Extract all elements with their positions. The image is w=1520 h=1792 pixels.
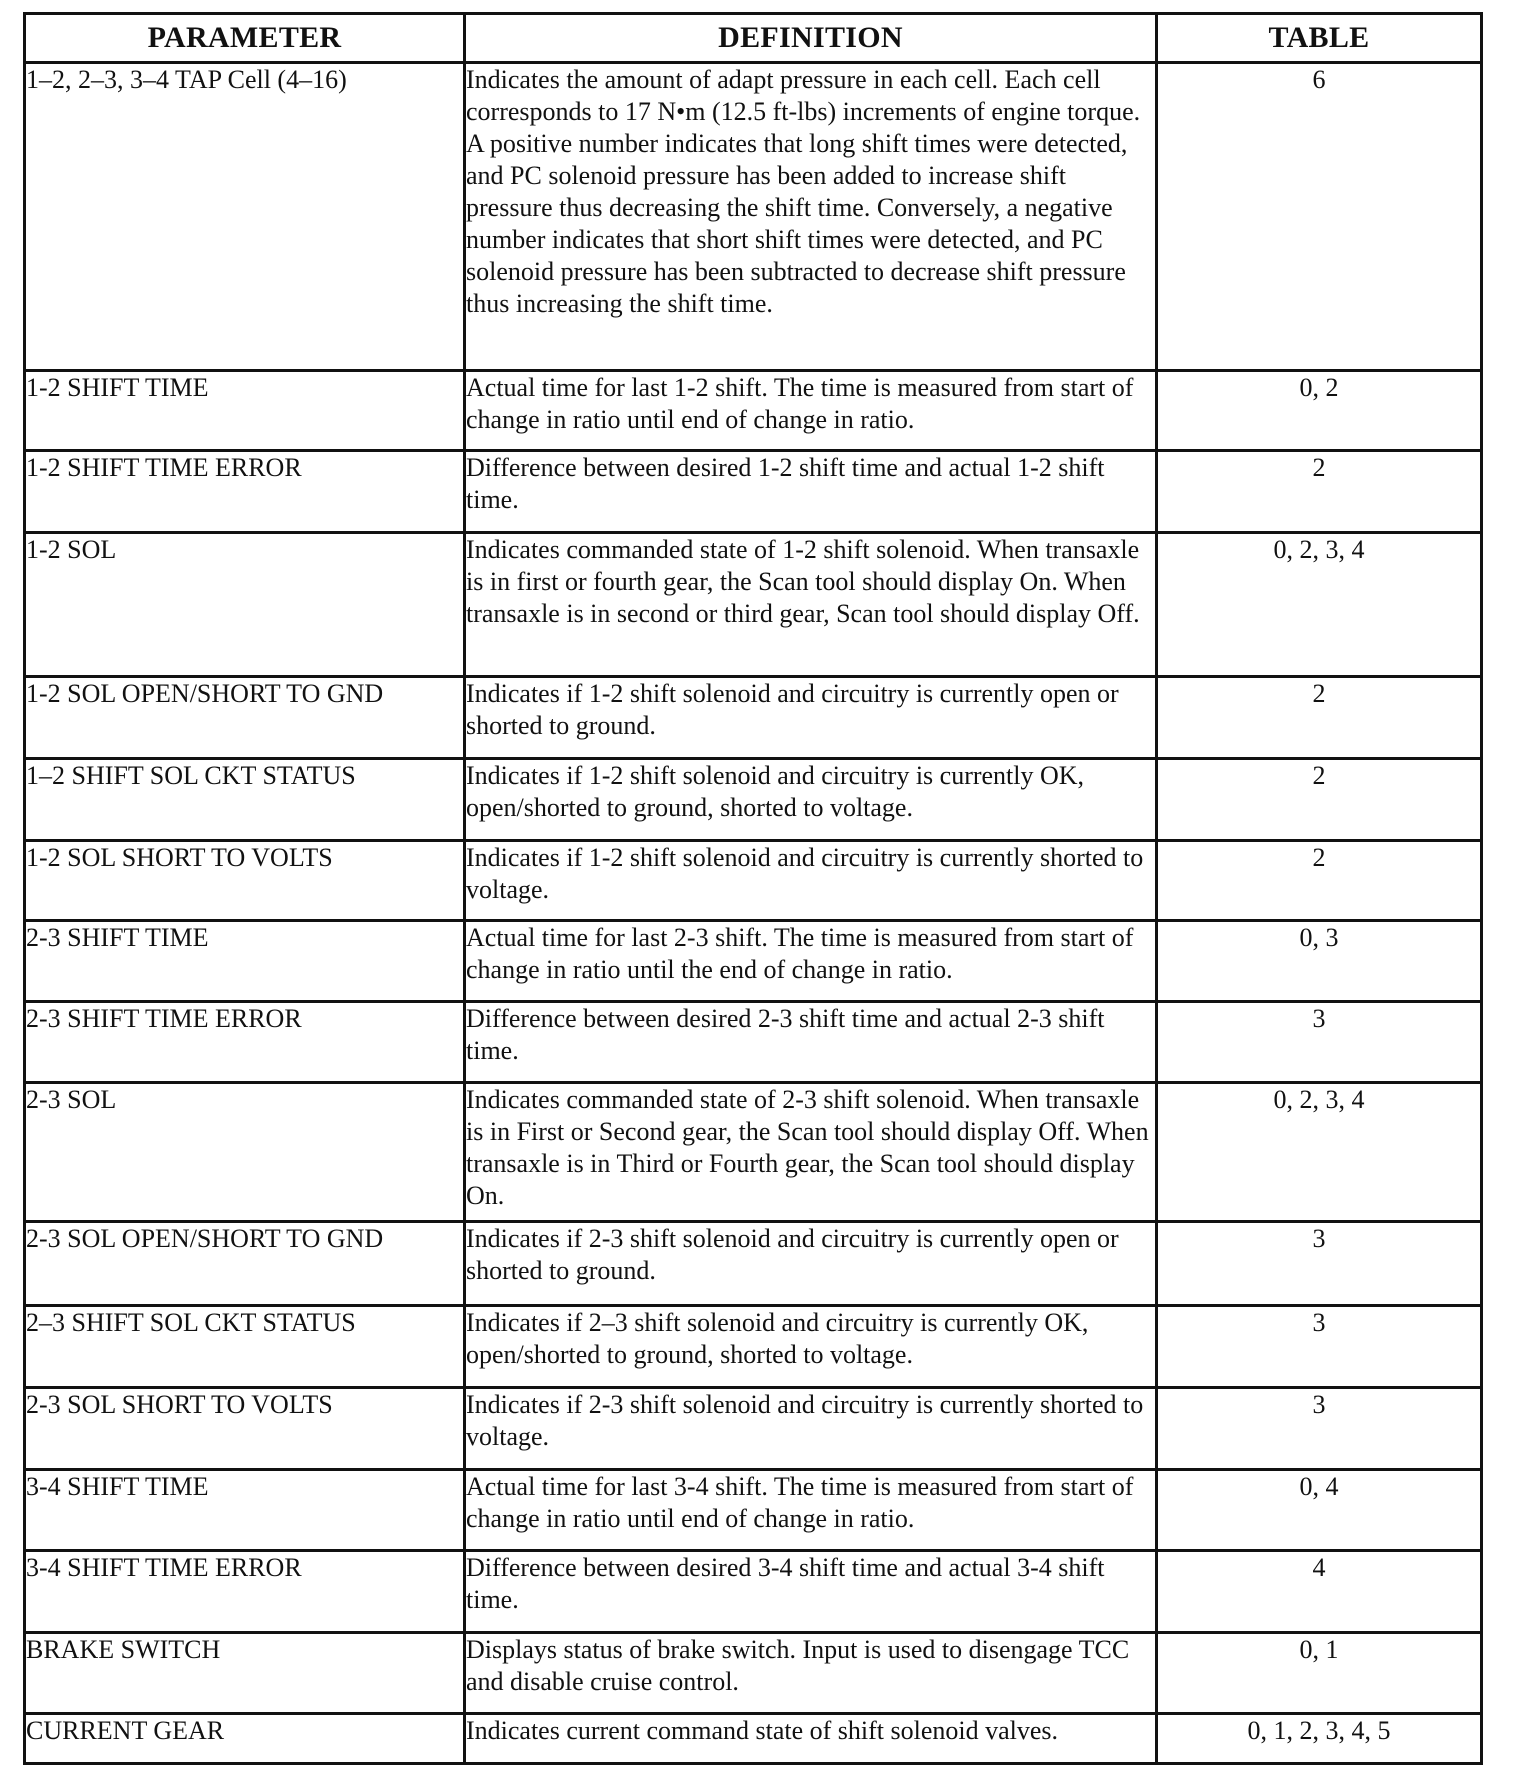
table-row <box>25 371 1482 451</box>
definition-cell: Indicates commanded state of 1-2 shift solenoid. When transaxle is in first or fourth gear, the Scan tool should display On. When transaxle is in second or third gear, Scan tool should display Off. <box>465 533 1157 677</box>
definition-cell: Indicates the amount of adapt pressure in each cell. Each cell corresponds to 17 N•m (12.5 ft-lbs) increments of engine torque. A positive number indicates that long shift times were detected, and PC solenoid pressure has been added to increase shift pressure thus decreasing the shift time. Conversely, a negative number indicates that short shift times were detected, and PC solenoid pressure has been subtracted to decrease shift pressure thus increasing the shift time. <box>465 63 1157 371</box>
table-row <box>25 841 1482 921</box>
table-row <box>25 1306 1482 1388</box>
table-header <box>25 14 1482 63</box>
parameter-cell: 3-4 SHIFT TIME ERROR <box>25 1551 465 1633</box>
parameter-cell: 2-3 SHIFT TIME ERROR <box>25 1002 465 1083</box>
definition-cell: Difference between desired 3-4 shift time and actual 3-4 shift time. <box>465 1551 1157 1633</box>
definition-cell: Difference between desired 1-2 shift time and actual 1-2 shift time. <box>465 451 1157 533</box>
table-body <box>25 63 1482 1764</box>
definition-cell: Actual time for last 1-2 shift. The time is measured from start of change in ratio until end of change in ratio. <box>465 371 1157 451</box>
table-ref-cell: 0, 4 <box>1157 1470 1482 1551</box>
table-ref-cell: 6 <box>1157 63 1482 371</box>
scan-tool-parameter-table <box>23 12 1483 1765</box>
table-row <box>25 63 1482 371</box>
header-row <box>25 14 1482 63</box>
table-ref-cell: 0, 2 <box>1157 371 1482 451</box>
table-ref-cell: 2 <box>1157 759 1482 841</box>
definition-cell: Actual time for last 2-3 shift. The time is measured from start of change in ratio until the end of change in ratio. <box>465 921 1157 1002</box>
parameter-cell: 1-2 SHIFT TIME ERROR <box>25 451 465 533</box>
table-ref-cell: 3 <box>1157 1222 1482 1306</box>
parameter-cell: 2-3 SOL OPEN/SHORT TO GND <box>25 1222 465 1306</box>
table-ref-cell: 4 <box>1157 1551 1482 1633</box>
header-parameter: PARAMETER <box>25 14 465 63</box>
parameter-cell: CURRENT GEAR <box>25 1714 465 1764</box>
table-row <box>25 533 1482 677</box>
table-row <box>25 1551 1482 1633</box>
table-row <box>25 677 1482 759</box>
parameter-cell: 1–2, 2–3, 3–4 TAP Cell (4–16) <box>25 63 465 371</box>
table-row <box>25 1002 1482 1083</box>
table-ref-cell: 0, 3 <box>1157 921 1482 1002</box>
table-ref-cell: 2 <box>1157 841 1482 921</box>
table-ref-cell: 0, 2, 3, 4 <box>1157 1083 1482 1222</box>
table-ref-cell: 2 <box>1157 677 1482 759</box>
table-ref-cell: 2 <box>1157 451 1482 533</box>
definition-cell: Displays status of brake switch. Input is used to disengage TCC and disable cruise control. <box>465 1633 1157 1714</box>
definition-cell: Indicates if 1-2 shift solenoid and circuitry is currently shorted to voltage. <box>465 841 1157 921</box>
definition-cell: Indicates if 2-3 shift solenoid and circuitry is currently shorted to voltage. <box>465 1388 1157 1470</box>
table-ref-cell: 0, 2, 3, 4 <box>1157 533 1482 677</box>
parameter-cell: 1–2 SHIFT SOL CKT STATUS <box>25 759 465 841</box>
definition-cell: Indicates current command state of shift solenoid valves. <box>465 1714 1157 1764</box>
definition-cell: Indicates if 2-3 shift solenoid and circuitry is currently open or shorted to ground. <box>465 1222 1157 1306</box>
parameter-cell: 1-2 SOL <box>25 533 465 677</box>
header-definition: DEFINITION <box>465 14 1157 63</box>
table-ref-cell: 3 <box>1157 1002 1482 1083</box>
definition-cell: Actual time for last 3-4 shift. The time is measured from start of change in ratio until end of change in ratio. <box>465 1470 1157 1551</box>
table-ref-cell: 0, 1 <box>1157 1633 1482 1714</box>
parameter-cell: 1-2 SOL SHORT TO VOLTS <box>25 841 465 921</box>
table-ref-cell: 3 <box>1157 1388 1482 1470</box>
table-row <box>25 1222 1482 1306</box>
definition-cell: Indicates if 1-2 shift solenoid and circuitry is currently open or shorted to ground. <box>465 677 1157 759</box>
definition-cell: Difference between desired 2-3 shift time and actual 2-3 shift time. <box>465 1002 1157 1083</box>
table-row <box>25 759 1482 841</box>
parameter-cell: 1-2 SOL OPEN/SHORT TO GND <box>25 677 465 759</box>
table-ref-cell: 0, 1, 2, 3, 4, 5 <box>1157 1714 1482 1764</box>
table-row <box>25 1714 1482 1764</box>
table-row <box>25 1470 1482 1551</box>
parameter-cell: 2-3 SOL SHORT TO VOLTS <box>25 1388 465 1470</box>
parameter-cell: 1-2 SHIFT TIME <box>25 371 465 451</box>
definition-cell: Indicates commanded state of 2-3 shift solenoid. When transaxle is in First or Second gear, the Scan tool should display Off. When transaxle is in Third or Fourth gear, the Scan tool should display On. <box>465 1083 1157 1222</box>
table-row <box>25 451 1482 533</box>
table-row <box>25 1083 1482 1222</box>
parameter-cell: 3-4 SHIFT TIME <box>25 1470 465 1551</box>
parameter-cell: BRAKE SWITCH <box>25 1633 465 1714</box>
table-row <box>25 1388 1482 1470</box>
definition-cell: Indicates if 2–3 shift solenoid and circuitry is currently OK, open/shorted to ground, shorted to voltage. <box>465 1306 1157 1388</box>
table-row <box>25 1633 1482 1714</box>
parameter-cell: 2-3 SOL <box>25 1083 465 1222</box>
table-ref-cell: 3 <box>1157 1306 1482 1388</box>
header-table: TABLE <box>1157 14 1482 63</box>
parameter-cell: 2–3 SHIFT SOL CKT STATUS <box>25 1306 465 1388</box>
table-row <box>25 921 1482 1002</box>
parameter-cell: 2-3 SHIFT TIME <box>25 921 465 1002</box>
definition-cell: Indicates if 1-2 shift solenoid and circuitry is currently OK, open/shorted to ground, shorted to voltage. <box>465 759 1157 841</box>
